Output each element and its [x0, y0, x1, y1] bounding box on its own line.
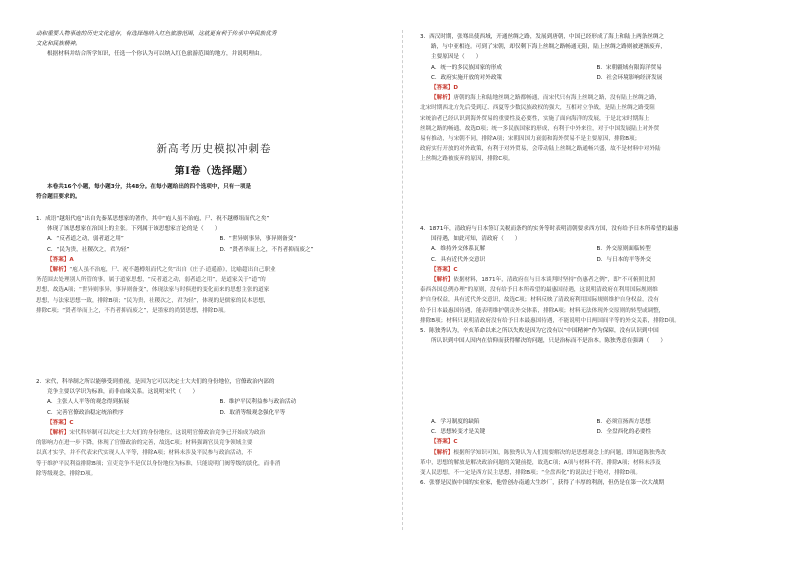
right-column: [420, 0, 762, 562]
option-b: B．必须宣扬西方思想: [596, 419, 651, 425]
question-2: [36, 377, 392, 479]
analysis-line: 给予日本最惠国待遇，能表明维护朝贡外交体系，排除A项；材料无法体现外交原则的转型或调整，: [420, 307, 665, 314]
analysis: [420, 448, 762, 479]
question-stem: 体现了该思想家在治国上的主张。下列属于该思想家言论的是（ ）: [47, 226, 221, 233]
analysis-line: 革中，思想的解放是解决政治问题的关键前提，故选C项；A项与材料不符，排除A项；材料未涉及: [420, 459, 661, 466]
answer-label: 【答案】: [431, 85, 454, 92]
section-title: 第Ⅰ卷（选择题）: [174, 166, 254, 177]
option-d: D．“贤者举而上之，不肖者抑而废之”: [219, 246, 314, 253]
options: [420, 63, 762, 83]
option-a: A．“反者道之动，弱者道之用”: [47, 236, 124, 243]
answer-value: D: [453, 85, 459, 92]
option-c: C．完善官僚政治稳定统治秩序: [47, 409, 124, 416]
option-c: C．思想转变才是关键: [431, 429, 486, 436]
answer-label: 【答案】: [47, 419, 70, 426]
analysis-line: 北宋时期西北方先后受到辽、西夏等少数民族政权的强大，互相对立争战，是陆上丝绸之路受阻: [420, 105, 655, 112]
analysis-label: 【解析】: [431, 95, 454, 102]
option-d: D．全盘西化的必要性: [596, 429, 652, 436]
question-stem: 路，与中亚相连。可到了宋朝，却仅剩下海上丝绸之路畅通无阻，陆上丝绸之路则被逐渐废弃，: [431, 44, 666, 51]
intro-question: 根据材料并结合所学知识，任选一个你认为可以纳入红色旅游范围的地方，并说明理由。: [47, 51, 266, 58]
analysis: [36, 428, 392, 479]
analysis-line: 排除B项；材料只说明清政府没有给予日本最惠国待遇，不能说明中日两国间平等的外交关系，排除D项。: [420, 317, 680, 324]
question-stem: 3．西汉时期，张骞出使西域，开通丝绸之路，发展到唐朝，中国已经形成了海上和陆上两条丝绸之: [420, 34, 665, 40]
analysis-line: 上丝绸之路被废弃的原因，排除C项。: [420, 156, 514, 163]
option-a: A．统一的多民族国家的形成: [431, 64, 502, 71]
answer: [420, 437, 762, 447]
question-stem: 主要原因是（ ）: [431, 54, 482, 61]
option-b: B．外交原则面临转型: [596, 246, 651, 253]
left-column: [36, 0, 392, 562]
question-stem: 国待遇，如此可知，清政府（ ）: [431, 236, 521, 243]
option-a: A．主张人人平等的观念得到拓展: [47, 399, 130, 406]
options: [420, 417, 762, 437]
page-title: 新高考历史模拟冲刺卷: [156, 143, 272, 155]
analysis-line: 等于维护平民利益排除B项；宣吏竞争不是仅以身份地位为标准，只能说明门阀等级的淡化，而非消: [36, 460, 281, 467]
question-stem: 4．1871年，清政府与日本签订关税而条约的实务等时表明清朝要求西方国，没有给予日本所希望的最惠: [420, 226, 679, 232]
analysis-line: 以真才实学，并不代表宋代实现人人平等，排除A项；材料未涉及平民参与政治活动，不: [36, 450, 253, 457]
option-b: B．维护平民利益参与政治活动: [219, 399, 297, 406]
answer-label: 【答案】: [431, 439, 454, 446]
option-b: B．“世异则事异，事异则备变”: [219, 236, 297, 243]
answer-label: 【答案】: [431, 266, 454, 273]
analysis-line: 排除C项；“贤者举而上之，不肖者抑而废之”，是墨家的尚贤思想，排除D项。: [36, 307, 230, 314]
analysis: [36, 265, 392, 316]
intro-paragraph: [36, 29, 392, 60]
intro-line: 动和重要人物事迹的历史文化遗存，有选择地纳入红色旅游范围，这就更有利于传承中华民族优秀: [36, 31, 277, 37]
analysis-line: 的影响力在进一步下降，体现了官僚政治的完善，故选C项；材料强调官员竞争领域主要: [36, 440, 253, 447]
answer-value: C: [69, 419, 74, 426]
analysis-line: 宋统治者已经认识到海外贸易的重要性及必要性，实施了面向海洋的发展，于是北宋时期海上: [420, 115, 650, 122]
question-stem: 竞争主要以学识为标准，而非血缘关系。这说明宋代（ ）: [47, 389, 199, 396]
analysis-label: 【解析】: [47, 430, 70, 437]
intro-line: 文化和民族精神。: [36, 41, 81, 48]
question-stem: 1．成语“越俎代庖”出自先秦某思想家的著作，其中“庖人虽不治庖，尸、祝不越樽俎而代之矣”: [36, 216, 270, 222]
instructions: [36, 182, 392, 202]
answer-value: C: [453, 439, 458, 446]
analysis-label: 【解析】: [47, 267, 70, 274]
analysis: [420, 93, 762, 164]
answer-value: C: [453, 266, 458, 273]
option-d: D．与日本的平等外交: [596, 256, 652, 263]
instruction-line: 本卷共16个小题，每小题3分，共48分。在每小题给出的四个选项中，只有一项是: [47, 184, 252, 190]
question-5-stem: 5．陈独秀认为，辛亥革命以来之所以失败是因为它没有以“中国精神”作为保障，没有认识到中国: [420, 328, 659, 335]
analysis-line: 唐朝的海上和陆地丝绸之路都畅通，而宋代只有海上丝绸之路，没有陆上丝绸之路，: [453, 95, 661, 102]
answer-label: 【答案】: [47, 256, 70, 263]
instruction-line: 符合题目要求的。: [36, 194, 81, 201]
option-d: D．社会环境影响经济发展: [596, 74, 663, 81]
question-stem: 2．宋代，科举制之所以能够受到重视，是因为它可以决定士大夫们的身份地位，官僚政治内部的: [36, 379, 275, 385]
option-c: C．政府实施开放的对外政策: [431, 74, 503, 81]
answer: [36, 418, 392, 428]
question-4: [420, 224, 762, 346]
analysis-line: 护自身权益，具有近代外交意识，故选C项；材料反映了清政府利用国际规则维护自身权益，没有: [420, 297, 659, 304]
analysis-line: 易有推动，与宋朝不同，排除A项；宋朝因国力衰弱和海外贸易不是主要原因，排除B项；: [420, 136, 641, 143]
analysis-line: 泰西各国总例办理”的原则，没有给予日本所希望的最惠国待遇，这说明清政府在利用国际规则维: [420, 287, 658, 294]
analysis-label: 【解析】: [431, 449, 454, 456]
option-d: D．取消等级观念强化平等: [219, 409, 286, 416]
analysis-line: 依据材料，1871年，清政府在与日本谈判时坚持“伤惠者之例”，即“不可俯照比照: [453, 277, 656, 284]
analysis: [420, 275, 762, 326]
analysis-line: 变人民思想，不一定是西方民主思想，排除B项；“全盘西化”的说法过于绝对，排除D项。: [420, 470, 641, 477]
analysis-line: 除等级观念，排除D项。: [36, 470, 97, 477]
answer-value: A: [69, 256, 74, 263]
analysis-label: 【解析】: [431, 277, 454, 284]
analysis-line: 思想，故选A项；“世异则事异，事异则备变”，体现法家与时俱进的变化而来的思想主张的道家: [36, 287, 270, 294]
option-a: A．学习制度的缺陷: [431, 419, 480, 425]
option-b: B．宋朝疆域有限海洋贸易: [596, 64, 662, 71]
analysis-line: 宋代科举制可以决定士大夫们的身份地位，这说明官僚政治竞争已开始成为政治: [69, 430, 266, 437]
option-c: C．“民为贵，社稷次之，君为轻”: [47, 246, 130, 253]
option-a: A．维持外交体系瓦解: [431, 246, 486, 253]
analysis-line: 务范围去处理别人所管的事，属于道家思想，“反者道之动，弱者道之用”，是道家关于“道”的: [36, 277, 266, 284]
option-c: C．具有近代外交意识: [431, 256, 486, 263]
options: [420, 244, 762, 264]
column-divider: [402, 30, 403, 530]
analysis-line: 思想，与法家思想一致，排除B项；“民为贵，社稷次之，君为轻”，体现的是儒家的民本思想，: [36, 297, 270, 304]
answer: [420, 265, 762, 275]
question-1: [36, 214, 392, 316]
question-5-stem: 所认识到中国人因内在信仰而获得解决的问题，只是治标而不是治本。陈独秀意在强调（ ）: [431, 338, 666, 345]
answer: [36, 255, 392, 265]
analysis-line: 丝绸之路的畅通，故选D项；统一多民族国家的形成，有利于中外来往，对于中国发展陆上对外贸: [420, 125, 660, 132]
analysis-line: 根据所学知识可知，陈独秀认为人们需要解决的是思想观念上的问题，即知道陈独秀改: [453, 449, 666, 456]
answer: [420, 83, 762, 93]
question-6-stem: 6．张謇是民族中国的实业家，他曾创办南通大生纱厂，获得了丰厚的利润，但仍是在第一次大战期: [420, 480, 665, 487]
options: [36, 234, 392, 254]
analysis-line: “庖人虽不治庖，尸、祝不越樽俎而代之矣”出自《庄子·逍遥游》，比喻超出自己职业: [69, 267, 276, 274]
analysis-line: 政府实行开放的对外政策，有利于对外贸易，会带动陆上丝绸之路通畅兴盛，故不是材料中对外陆: [420, 146, 661, 153]
options: [36, 397, 392, 417]
question-5: [420, 417, 762, 488]
question-3: [420, 32, 762, 165]
